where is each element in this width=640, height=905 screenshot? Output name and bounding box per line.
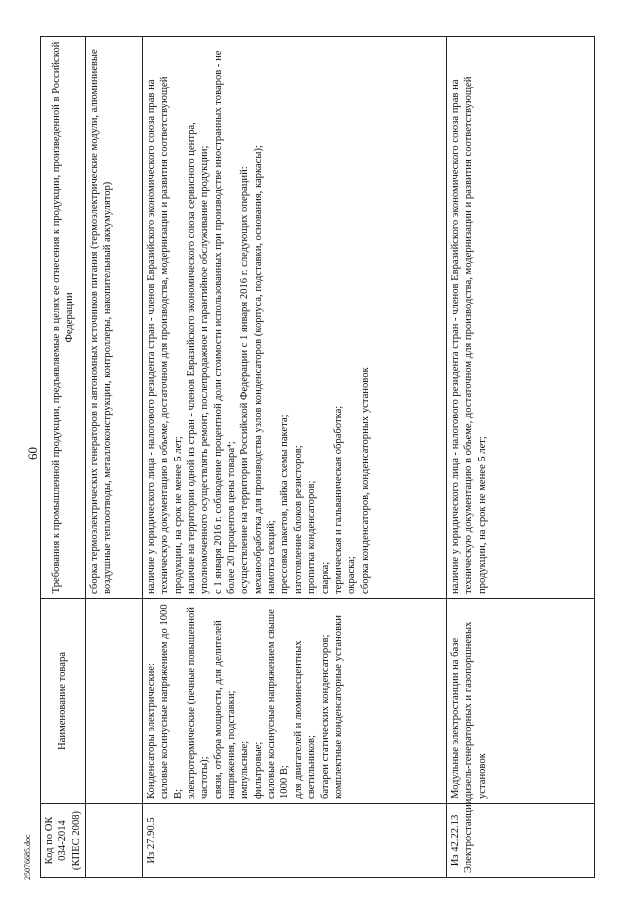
- requirement-line: наличие у юридического лица - налогового резидента стран - членов Евразийского экономического союза прав на техническую документацию в объеме, достаточном для производства, модернизации и развития соответствующей продукции, на срок не менее 5 лет;: [146, 76, 184, 594]
- requirement-line: изготовление блоков резисторов;: [292, 445, 304, 594]
- document-id: 25076685.doc: [23, 834, 32, 880]
- row-code-cell: Из 27.90.5: [143, 804, 447, 878]
- requirement-line: с 1 января 2016 г. соблюдение процентной доли стоимости использованных при производстве иностранных товаров - не более 20 процентов цены товара⁴;: [212, 50, 238, 594]
- row-requirements-cell: [143, 37, 447, 599]
- row-name-cell: [86, 599, 143, 804]
- requirements-table-container: [40, 36, 595, 878]
- table-row: [86, 37, 143, 878]
- requirement-line: сварка;: [319, 561, 331, 594]
- row-name-cell: [143, 599, 447, 804]
- requirement-line: сборка конденсаторов, конденсаторных установок: [359, 367, 371, 594]
- product-name-line: Конденсаторы электрические:: [146, 663, 158, 799]
- header-requirements: Требования к промышленной продукции, предъявляемые в целях ее отнесения к продукции, произведенной в Российской Федерации: [41, 37, 86, 599]
- row-name-cell: [447, 599, 595, 804]
- requirement-line: окраска;: [346, 556, 358, 594]
- product-name-line: для двигателей и люминесцентных светильников;: [292, 640, 318, 799]
- requirement-line: пропитка конденсаторов;: [306, 480, 318, 594]
- requirement-line: механообработка для производства узлов конденсаторов (корпуса, подставки, основания, каркасы);: [252, 145, 264, 594]
- requirement-line: намотка секций;: [266, 520, 278, 594]
- product-name-line: импульсные;: [239, 740, 251, 799]
- page-number: 60: [25, 447, 40, 460]
- header-name: Наименование товара: [41, 599, 86, 804]
- requirement-line: осуществление на территории Российской Федерации с 1 января 2016 г. следующих операций:: [239, 166, 251, 594]
- product-name-line: силовые косинусные напряжением свыше 1000 В;: [266, 609, 291, 799]
- row-code-cell: Из 42.22.13 Электростанции: [447, 804, 595, 878]
- row-requirements-cell: [447, 37, 595, 599]
- requirements-table: [40, 36, 595, 878]
- product-name-line: Модульные электростанции на базе дизель-генераторных и газопоршневых установок: [450, 621, 488, 799]
- requirement-line: наличие у юридического лица - налогового резидента стран - членов Евразийского экономического союза прав на техническую документацию в объеме, достаточном для производства, модернизации и развития соответствующей продукции, на срок не менее 5 лет;: [450, 76, 488, 594]
- product-name-line: электротермические (печные повышенной частоты);: [186, 607, 211, 799]
- requirement-line: прессовка пакетов, пайка схемы пакета;: [279, 414, 291, 594]
- table-row: [447, 37, 595, 878]
- product-name-line: силовые косинусные напряжением до 1000 В;: [159, 604, 184, 799]
- product-name-line: связи, отбора мощности, для делителей напряжения, подставки;: [212, 620, 238, 799]
- row-code-cell: [86, 804, 143, 878]
- requirement-line: термическая и гальваническая обработка;: [332, 405, 344, 594]
- table-header-row: [41, 37, 86, 878]
- requirement-line: сборка термоэлектрических генераторов и автономных источников питания (термоэлектрические модули, алюминиевые воздушные теплоотводы, металлоконструкции, контроллеры, накопительный аккумулятор): [89, 49, 114, 594]
- product-name-line: комплектные конденсаторные установки: [332, 615, 344, 799]
- product-name-line: батареи статических конденсаторов;: [319, 634, 331, 799]
- header-code: Код по ОК 034-2014 (КПЕС 2008): [41, 804, 86, 878]
- table-row: [143, 37, 447, 878]
- row-requirements-cell: [86, 37, 143, 599]
- product-name-line: фильтровые;: [252, 741, 264, 799]
- requirement-line: наличие на территории одной из стран - членов Евразийского экономического союза сервисного центра, уполномоченного осуществлять ремонт, послепродажное и гарантийное обслуживание продукции;: [186, 122, 211, 594]
